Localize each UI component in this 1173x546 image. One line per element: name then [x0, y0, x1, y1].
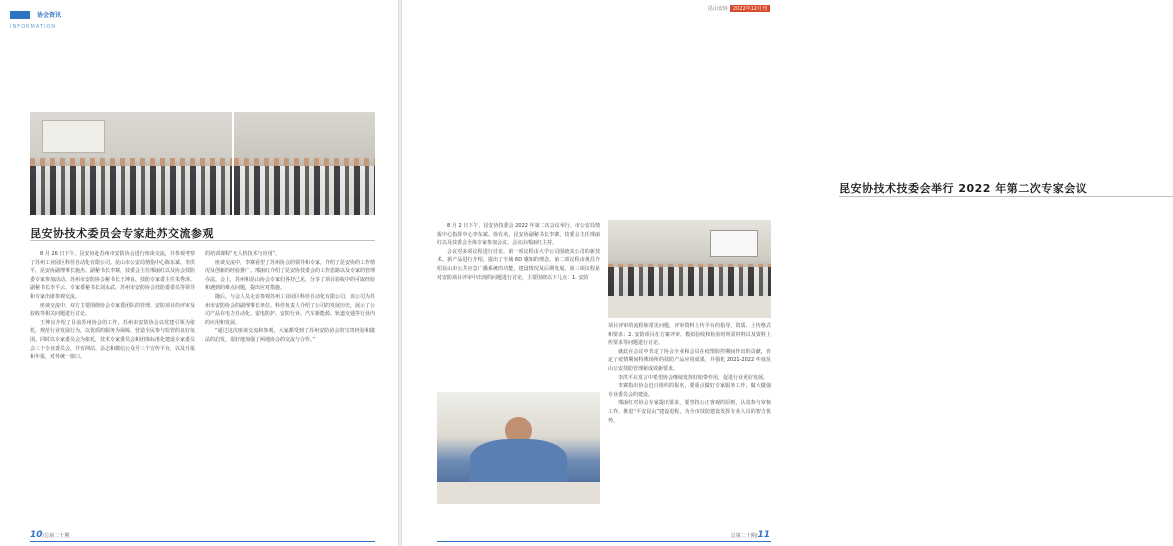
- left-article-column-1: [30, 250, 195, 512]
- page-number: 10: [30, 530, 43, 540]
- paragraph: 的培训课程“无人机技术与应用”。: [205, 251, 281, 257]
- group-photo-office: [30, 112, 232, 215]
- projection-screen: [710, 230, 758, 257]
- paragraph: 随后，与会人员走访参观苏州工业园区科佳自动化有限公司，该公司为苏州市安防协会的副理事长单位。科佳负责人介绍了公司的发展历史，展示了公司产品在电力自动化、雷电防护、安防行业、汽车新能源、轨道交通等行业内的应用和发展。: [205, 293, 376, 326]
- right-article-column-1: [437, 222, 600, 388]
- right-header: [708, 5, 770, 12]
- section-label-en: INFORMATION: [10, 24, 57, 30]
- paragraph: 李寨指出协会近日组织的报名，要重点做好专家服务工作，做大做强专业委员会的建设。: [608, 383, 771, 398]
- right-article-title: 昆安协技术技委会举行 2022 年第二次专家会议: [839, 182, 1088, 195]
- right-article-column-2: [608, 322, 771, 507]
- left-article-column-2: [205, 250, 375, 512]
- meeting-photo: [608, 220, 771, 318]
- paragraph: “通过这次座谈交流和参观，大家都受到了苏州安防协会的宝贵经验和做法的启发，很好地加强了两地协会的交流与合作。”: [205, 328, 375, 343]
- paragraph: 就此在会议中肯定了协会全业和会员在疫情防控期间作出的贡献，肯定了疫情期间特殊场所的技防产品应用成果，并强化 2021-2022 年度昆山公安技防管理新成效新要求。: [608, 348, 771, 372]
- header-bar-icon: [10, 11, 30, 19]
- paragraph: 李洪平在发言中希望协会继续发挥好纽带作用，促进行业更好发展。: [618, 374, 769, 381]
- group-photo-factory: [234, 112, 375, 215]
- paragraph: 项目评审的流程和常见问题，评审资料上传平台的指导，资质、上传格式和要求；2. 安防项目在方案评审、模拟验收和检验时所需材料以及资料上传要求等问题进行讨论。: [608, 323, 771, 347]
- paragraph: 邢丽红对协会专家提出要求，要坚持公正客观的原则，认真参与审核工作，推进“平安昆山”建设进程，为全市技防建设发挥专业人员的智力优势。: [608, 400, 771, 424]
- wall-plaques: [42, 120, 105, 153]
- publication-label: 昆山安协: [707, 6, 728, 12]
- paragraph: 王坤良介绍了目前苏州协会的工作。苏州市安防协会以党建引领为依托，规范行业发展行为，以优质的服务为保障，营造全民参与监管的良好氛围。同时以专家委员会为依托，技术专家委员会和团体标准化建设专家委员会三个专业委员会，并有网站、杂志和微信公众号三个宣传平台，以及月报和年报，对外统一窗口。: [30, 319, 196, 361]
- issue-label: 总第二十期/: [730, 533, 758, 539]
- title-divider: [30, 240, 375, 241]
- footer-line: [30, 541, 375, 542]
- paragraph: 会议对多项议程进行讨论。第一项议程由大学公司围绕其公司的新技术、新产品进行介绍，提出了全域 6D 感知的理念。第二项议程由黄昌介绍昆山市公共应急广播系统的功能，建设情况及后期发展。第三项议程是对安防项目评审中出现的问题进行讨论，主要围绕以下几点：1. 安防: [437, 248, 600, 281]
- section-label: 协会资讯: [37, 12, 62, 19]
- left-page: [0, 0, 398, 546]
- paragraph: 8 月 2 日下午，昆安协技委会 2022 年第二次会议举行。市公安局情报中心指挥中心李东斌、徐有名，昆安协副秘书长李寨，技委会主任邢丽红以及技委会全体专家参加会议。会议由邢丽红主持。: [437, 223, 600, 247]
- speaker-photo: [437, 392, 600, 504]
- right-page: [402, 0, 1088, 546]
- page-number: 11: [757, 530, 770, 540]
- left-page-footer: [30, 530, 69, 540]
- issue-badge: 2022年12月刊: [730, 5, 770, 12]
- issue-label: /总第二十期: [42, 533, 70, 539]
- section-header: [10, 4, 61, 30]
- footer-line: [437, 541, 771, 542]
- paragraph: 座谈交流中，李寨看望了苏州协会的领导和专家，介绍了昆安协的工作情况及创新的经验推广。邢丽红介绍了昆安协技委会的工作思路以及专家的管理办法。会上，苏州和昆山协会专家们各抒己见，分享了项目验收中的可取经验和遇到的难点问题，提出应对措施。: [205, 259, 376, 292]
- title-divider: [839, 196, 1173, 197]
- left-article-title: 昆安协技术委员会专家赴苏交流参观: [30, 227, 214, 240]
- right-page-footer: [731, 530, 770, 540]
- paragraph: 8 月 26 日下午，昆安协赴苏州市安防协会进行座谈交流，并参观考察了苏州工业园区科佳自动化有限公司。昆山市公安局情指中心陈东斌、李洪平，昆安协副理事长施杰、副秘书长李寨，技委会主任邢丽红以及协会技防委专家参加活动。苏州市安防协会秘书长王坤良、技防专家委主任朱秀淳、副秘书长李平云、专家委秘书长刘永武，苏州市安防协会技防委委员等领导和专家出席参观交流。: [30, 251, 196, 300]
- paragraph: 座谈交流中，双方主要围绕协会专家委团队的管理、安防项目的评审及验收等相关问题进行讨论。: [30, 302, 196, 318]
